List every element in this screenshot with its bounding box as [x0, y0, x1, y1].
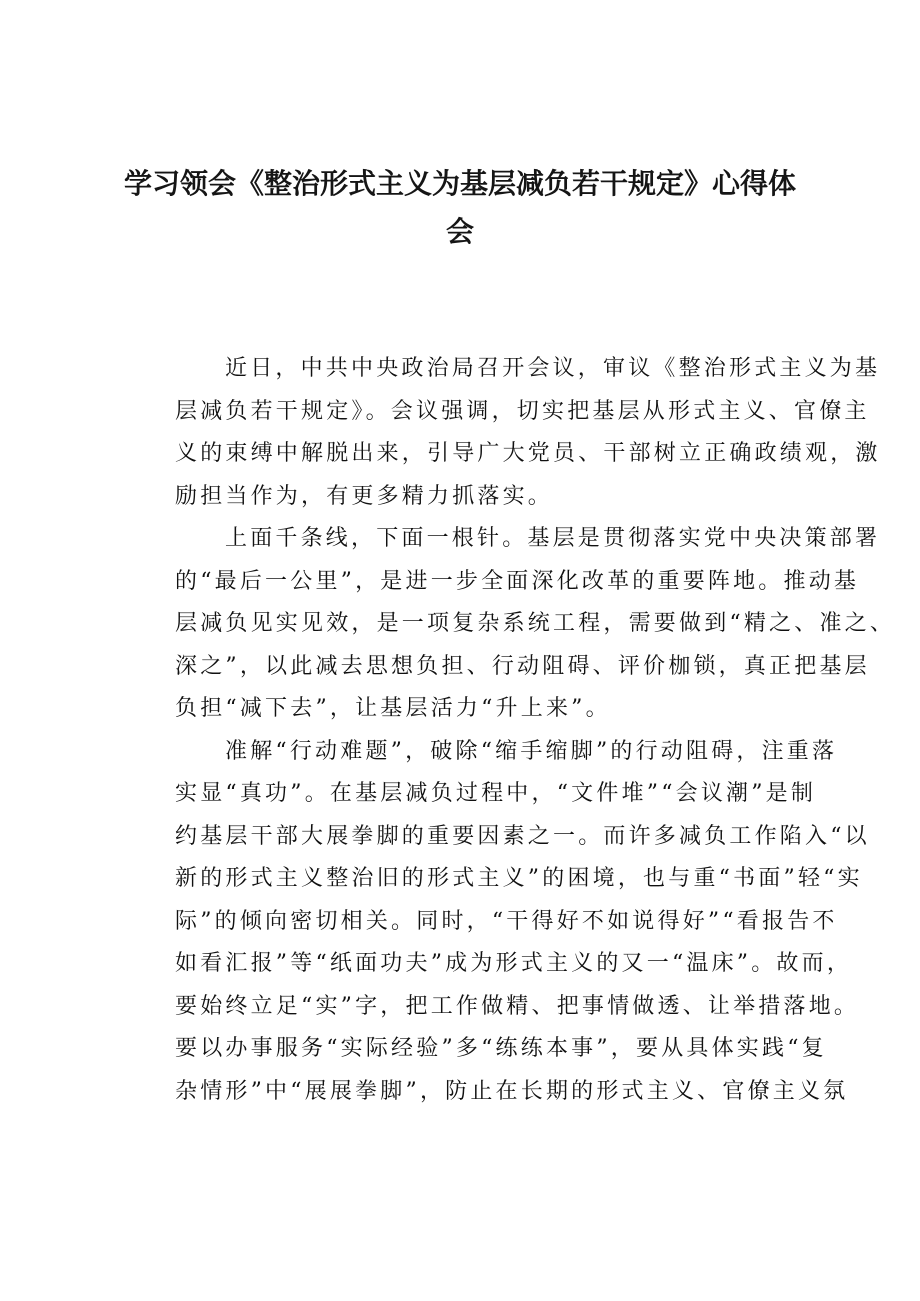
paragraph-3	[125, 731, 870, 1114]
paragraph-2	[125, 518, 896, 731]
paragraph-line: 近日，中共中央政治局召开会议，审议《整治形式主义为基	[225, 356, 881, 381]
paragraph-line: 上面千条线，下面一根针。基层是贯彻落实党中央决策部署	[225, 526, 881, 551]
paragraph-line: 要以办事服务“实际经验”多“练练本事”，要从具体实践“复	[175, 1036, 827, 1061]
paragraph-line: 约基层干部大展拳脚的重要因素之一。而许多减负工作陷入“以	[175, 823, 870, 849]
paragraph-line: 义的束缚中解脱出来，引导广大党员、干部树立正确政绩观，激	[175, 441, 881, 466]
paragraph-line: 新的形式主义整治旧的形式主义”的困境，也与重“书面”轻“实	[175, 866, 863, 891]
paragraph-line: 如看汇报”等“纸面功夫”成为形式主义的又一“温床”。故而，	[175, 951, 853, 976]
paragraph-line: 层减负若干规定》。会议强调，切实把基层从形式主义、官僚主	[175, 398, 870, 424]
paragraph-line: 的“最后一公里”，是进一步全面深化改革的重要阵地。推动基	[175, 568, 860, 594]
paragraph-line: 深之”，以此减去思想负担、行动阻碍、评价枷锁，真正把基层	[175, 653, 870, 679]
paragraph-line: 际”的倾向密切相关。同时，“干得好不如说得好”“看报告不	[175, 908, 838, 934]
paragraph-line: 负担“减下去”，让基层活力“升上来”。	[175, 696, 611, 721]
paragraph-line: 要始终立足“实”字，把工作做精、把事情做透、让举措落地。	[175, 993, 860, 1019]
paragraph-line: 励担当作为，有更多精力抓落实。	[175, 483, 554, 509]
title-line-2: 会	[445, 215, 474, 248]
title-line-1: 学习领会《整治形式主义为基层减负若干规定》心得体	[123, 167, 796, 200]
paragraph-1	[125, 348, 881, 518]
paragraph-line: 层减负见实见效，是一项复杂系统工程，需要做到“精之、准之、	[175, 611, 896, 636]
paragraph-line: 准解“行动难题”，破除“缩手缩脚”的行动阻碍，注重落	[225, 738, 838, 764]
paragraph-line: 杂情形”中“展展拳脚”，防止在长期的形式主义、官僚主义氛	[175, 1078, 849, 1104]
document-body	[125, 348, 896, 1113]
document-title	[115, 160, 805, 256]
paragraph-line: 实显“真功”。在基层减负过程中，“文件堆”“会议潮”是制	[175, 781, 817, 806]
